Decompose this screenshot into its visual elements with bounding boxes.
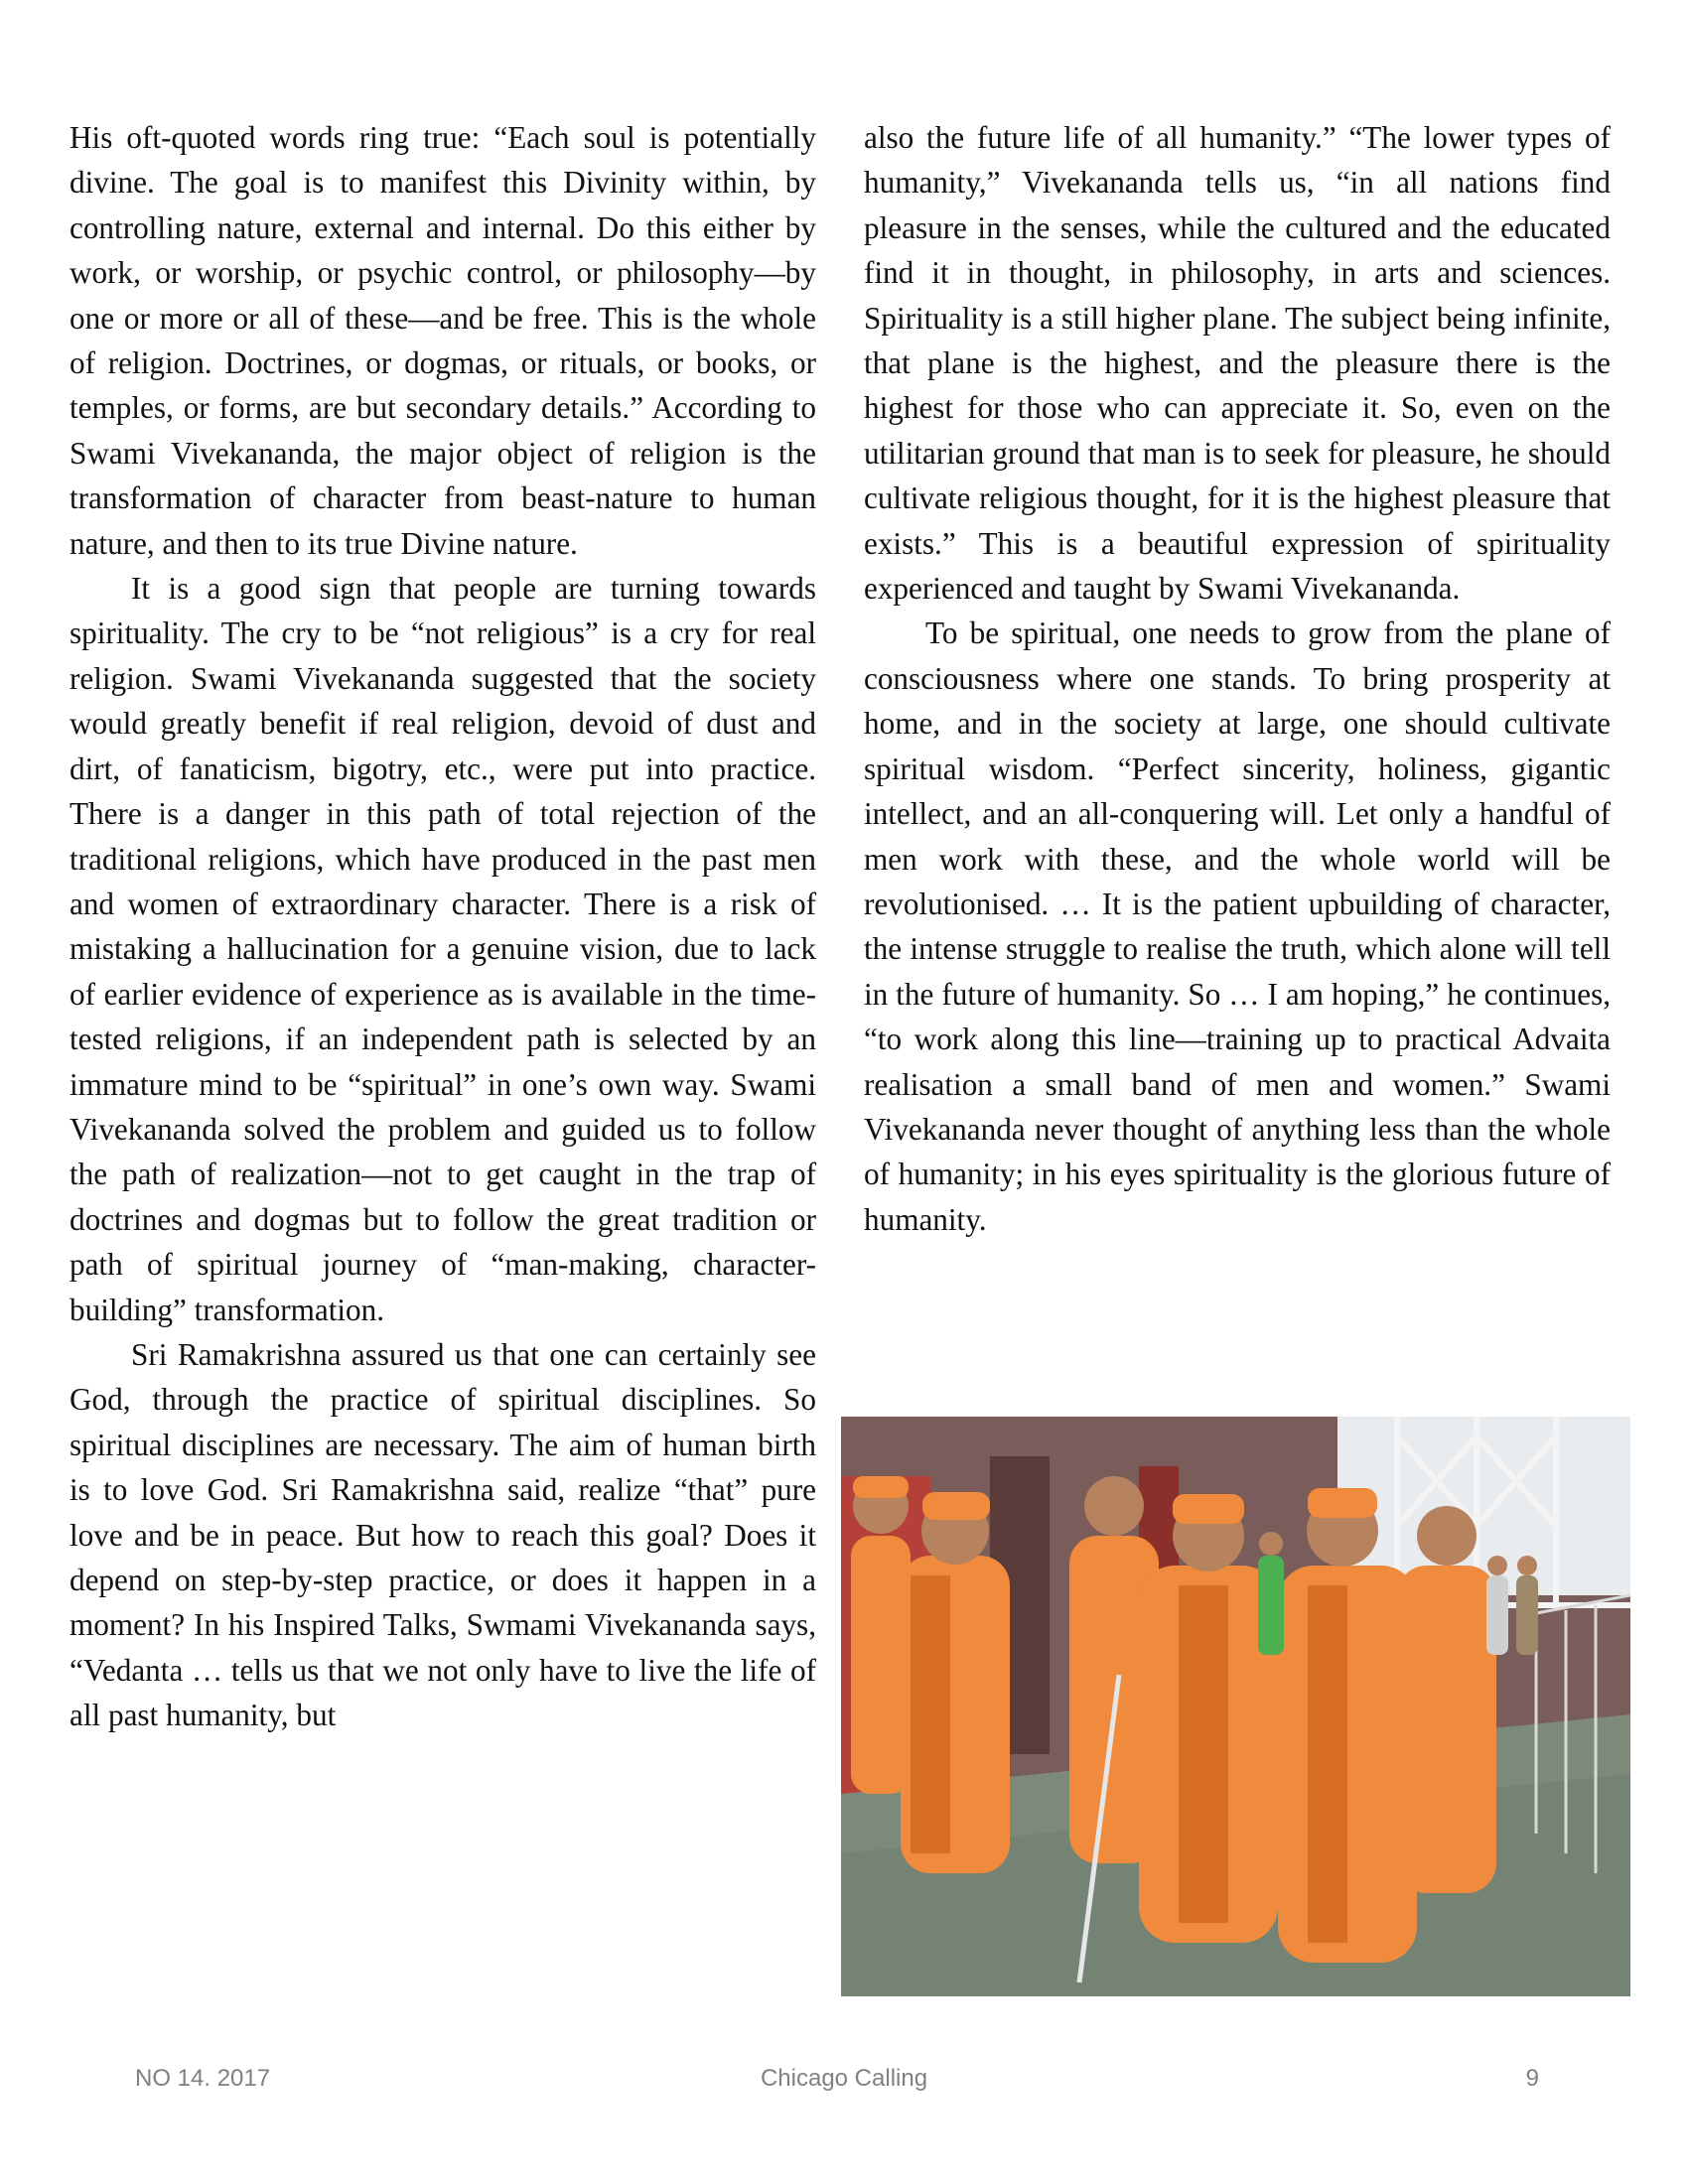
right-column [864,115,1611,1242]
photo-monks-walking [841,1417,1630,1996]
right-paragraph-1: also the future life of all humanity.” “The lower types of humanity,” Vivekananda tells us, “in all nations find pleasure in the senses, while the cultured and the educated find it in thought, in philosophy, in arts and sciences. Spirituality is a still higher plane. The subject being infinite, that plane is the highest, and the pleasure there is the highest for those who can appreciate it. So, even on the utilitarian ground that man is to seek for pleasure, he should cultivate religious thought, for it is the highest pleasure that exists.” This is a beautiful expression of spirituality experienced and taught by Swami Vivekananda. [864,120,1611,607]
left-paragraph-3: Sri Ramakrishna assured us that one can certainly see God, through the practice of spiritual disciplines. So spiritual disciplines are necessary. The aim of human birth is to love God. Sri Ramakrishna said, realize “that” pure love and be in peace. But how to reach this goal? Does it depend on step-by-step practice, or does it happen in a moment? In his Inspired Talks, Swmami Vivekananda says, “Vedanta … tells us that we not only have to live the life of all past humanity, but [70,1336,816,1733]
left-column [70,115,816,1738]
left-paragraph-1: His oft-quoted words ring true: “Each soul is potentially divine. The goal is to manifest this Divinity within, by controlling nature, external and internal. Do this either by work, or worship, or psychic control, or philosophy—by one or more or all of these—and be free. This is the whole of religion. Doctrines, or dogmas, or rituals, or books, or temples, or forms, are but secondary details.” According to Swami Vivekananda, the major object of religion is the transformation of character from beast-nature to human nature, and then to its true Divine nature. [70,120,816,561]
footer-issue: NO 14. 2017 [135,2065,271,2092]
right-paragraph-2: To be spiritual, one needs to grow from the plane of consciousness where one stands. To bring prosperity at home, and in the society at large, one should cultivate spiritual wisdom. “Perfect sincerity, holiness, gigantic intellect, and an all-conquering will. Let only a handful of men work with these, and the whole world will be revolutionised. … It is the patient upbuilding of character, the intense struggle to realise the truth, which alone will tell in the future of humanity. So … I am hoping,” he continues, “to work along this line—training up to practical Advaita realisation a small band of men and women.” Swami Vivekananda never thought of anything less than the whole of humanity; in his eyes spirituality is the glorious future of humanity. [864,615,1611,1237]
left-paragraph-2: It is a good sign that people are turning towards spirituality. The cry to be “not religious” is a cry for real religion. Swami Vivekananda suggested that the society would greatly benefit if real religion, devoid of dust and dirt, of fanaticism, bigotry, etc., were put into practice. There is a danger in this path of total rejection of the traditional religions, which have produced in the past men and women of extraordinary character. There is a risk of mistaking a hallucination for a genuine vision, due to lack of earlier evidence of experience as is available in the time-tested religions, if an independent path is selected by an immature mind to be “spiritual” in one’s own way. Swami Vivekananda solved the problem and guided us to follow the path of realization—not to get caught in the trap of doctrines and dogmas but to follow the great tradition or path of spiritual journey of “man-making, character-building” transformation. [70,571,816,1327]
photo-illustration [841,1417,1630,1996]
footer-page-number: 9 [1525,2065,1539,2092]
footer-publication-title: Chicago Calling [760,2065,928,2092]
